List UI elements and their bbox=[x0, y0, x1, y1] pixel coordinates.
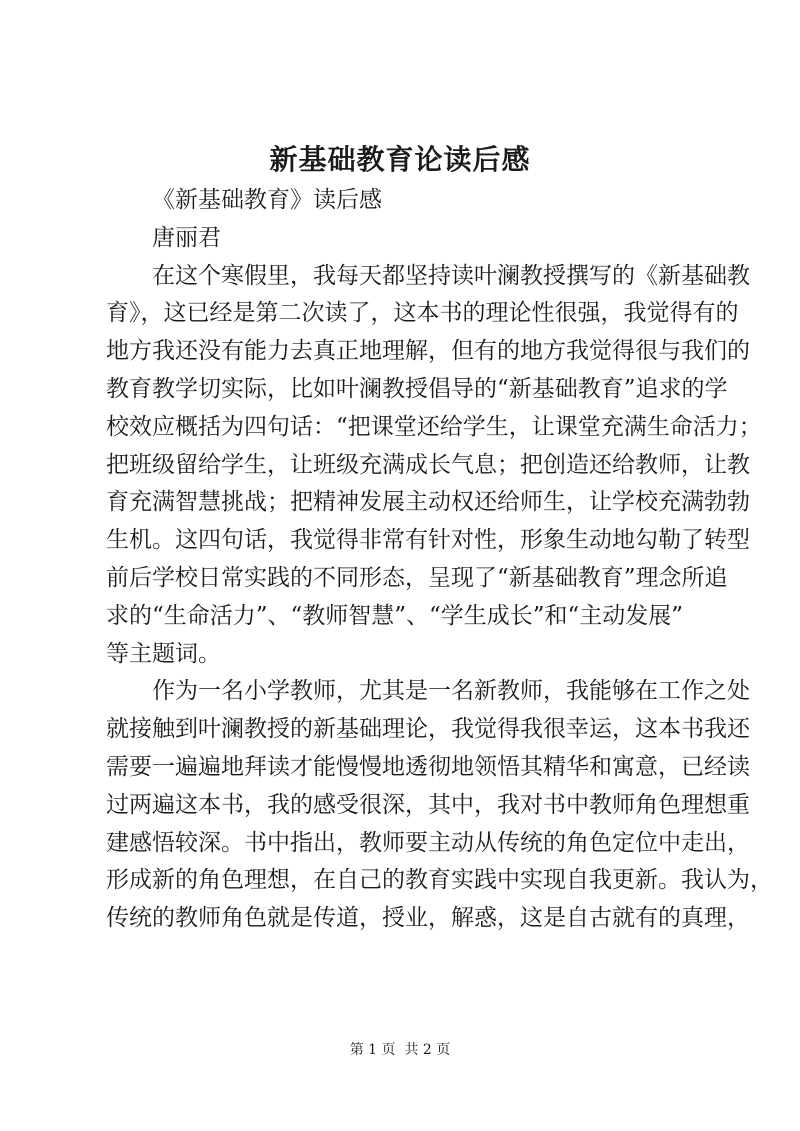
page-total: 共 2 页 bbox=[404, 1042, 451, 1058]
page-footer bbox=[0, 1040, 800, 1060]
subtitle: 《新基础教育》读后感 bbox=[152, 187, 382, 213]
document-title: 新基础教育论读后感 bbox=[269, 143, 531, 176]
paragraph-1-line: 育充满智慧挑战；把精神发展主动权还给师生，让学校充满勃勃 bbox=[106, 489, 750, 516]
paragraph-1-line: 地方我还没有能力去真正地理解，但有的地方我觉得很与我们的 bbox=[106, 338, 750, 365]
author: 唐丽君 bbox=[152, 224, 221, 251]
paragraph-1-line: 生机。这四句话，我觉得非常有针对性，形象生动地勾勒了转型 bbox=[106, 527, 750, 554]
paragraph-1-line: 把班级留给学生，让班级充满成长气息；把创造还给教师，让教 bbox=[106, 451, 750, 478]
paragraph-1-line: 育》，这已经是第二次读了，这本书的理论性很强，我觉得有的 bbox=[106, 300, 739, 327]
paragraph-1-line: 前后学校日常实践的不同形态，呈现了“新基础教育”理念所追 bbox=[106, 564, 728, 591]
paragraph-2-line: 传统的教师角色就是传道，授业，解惑，这是自古就有的真理， bbox=[106, 905, 750, 932]
document-body bbox=[106, 182, 773, 938]
paragraph-2-line: 建感悟较深。书中指出，教师要主动从传统的角色定位中走出， bbox=[106, 829, 750, 856]
paragraph-1-line: 求的“生命活力”、“教师智慧”、“学生成长”和“主动发展” bbox=[106, 602, 684, 629]
paragraph-2-line: 过两遍这本书，我的感受很深，其中，我对书中教师角色理想重 bbox=[106, 791, 750, 818]
paragraph-2-line: 作为一名小学教师，尤其是一名新教师，我能够在工作之处 bbox=[152, 678, 750, 705]
paragraph-1-line: 教育教学切实际，比如叶澜教授倡导的“新基础教育”追求的学 bbox=[106, 375, 728, 402]
paragraph-1-line: 校效应概括为四句话：“把课堂还给学生，让课堂充满生命活力； bbox=[106, 413, 762, 440]
paragraph-1-line: 等主题词。 bbox=[106, 640, 221, 667]
paragraph-1-line: 在这个寒假里，我每天都坚持读叶澜教授撰写的《新基础教 bbox=[152, 262, 750, 289]
paragraph-2-line: 就接触到叶澜教授的新基础理论，我觉得我很幸运，这本书我还 bbox=[106, 716, 750, 743]
paragraph-2-line: 形成新的角色理想，在自己的教育实践中实现自我更新。我认为， bbox=[106, 867, 773, 894]
paragraph-2-line: 需要一遍遍地拜读才能慢慢地透彻地领悟其精华和寓意，已经读 bbox=[106, 753, 750, 780]
page-number: 第 1 页 bbox=[349, 1042, 396, 1058]
